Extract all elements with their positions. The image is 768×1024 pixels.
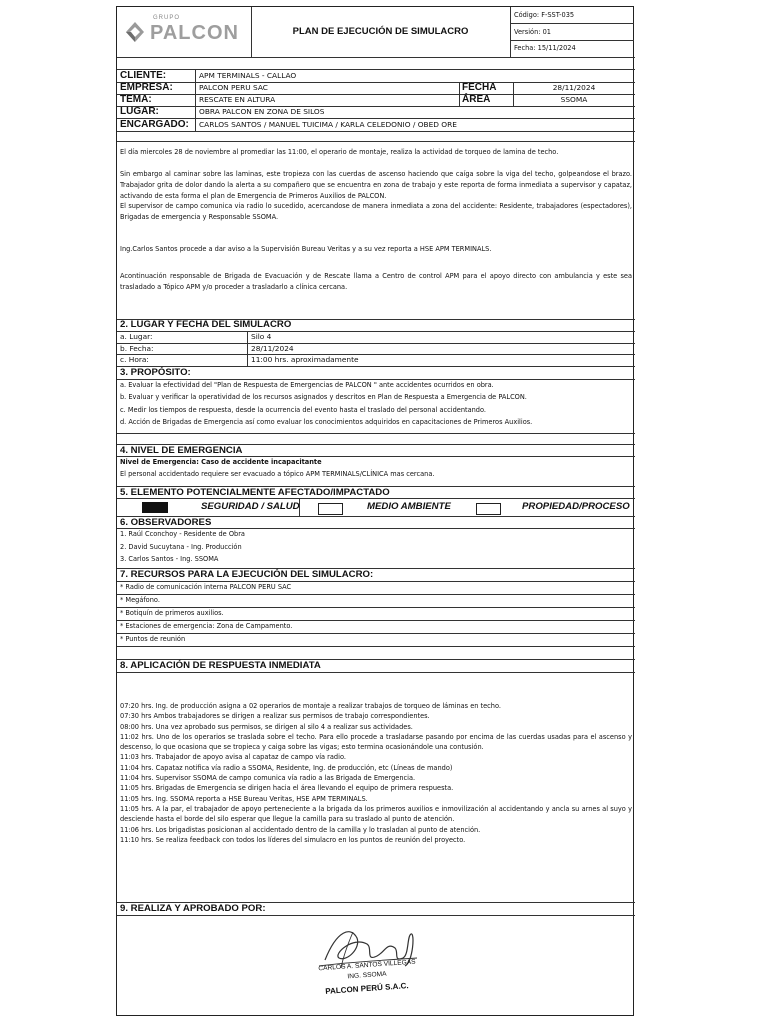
observer-item: 3. Carlos Santos - Ing. SSOMA [120,555,219,563]
section-2-lugar-label: a. Lugar: [120,332,153,341]
empresa-label: EMPRESA: [120,82,173,93]
section-2-lugar-value: Silo 4 [251,332,272,341]
logo-wordmark: PALCON [150,22,239,44]
section-2-title: 2. LUGAR Y FECHA DEL SIMULACRO [120,319,292,330]
emergency-description: El personal accidentado requiere ser evacuado a tópico APM TERMINALS/CLÍNICA mas cercana. [120,470,435,478]
document-version: Versión: 01 [514,28,551,36]
narrative-paragraph-3: Ing.Carlos Santos procede a dar aviso a la Supervisión Bureau Veritas y a su vez reporta a HSE APM TERMINALS. [120,245,492,253]
timeline-line: 11:02 hrs. Uno de los operarios se traslada sobre el techo. Para ello procede a trasladarse pasando por encima de las cuerdas usadas para el ascenso y descenso, lo que ocasiona que se tropieca y caiga sobre las vigas; esto termina ocasionándole una contusión. [120,732,632,752]
lugar-value: OBRA PALCON EN ZONA DE SILOS [199,107,325,116]
timeline-line: 07:30 hrs Ambos trabajadores se dirigen a realizar sus permisos de trabajo correspondientes. [120,712,430,721]
section-2-hora-value: 11:00 hrs. aproximadamente [251,355,359,364]
signature-stamp [297,922,437,1002]
option-medio-ambiente-label: MEDIO AMBIENTE [367,501,451,512]
resource-item: * Botiquín de primeros auxilios. [120,609,224,617]
stamp-role: ING. SSOMA [347,970,387,981]
timeline-line: 07:20 hrs. Ing. de producción asigna a 02 operarios de montaje a realizar trabajos de torqueo de láminas en techo. [120,702,501,710]
cliente-label: CLIENTE: [120,70,167,81]
section-2-fecha-label: b. Fecha: [120,344,154,353]
company-logo [123,15,239,49]
document-date: Fecha: 15/11/2024 [514,44,576,52]
timeline-line: 11:03 hrs. Trabajador de apoyo avisa al capataz de campo vía radio. [120,753,346,762]
narrative-paragraph-1: El día miercoles 28 de noviembre al promediar las 11:00, el operario de montaje, realiza la actividad de torqueo de lamina de techo. [120,148,559,156]
lugar-label: LUGAR: [120,106,159,117]
area-label: ÁREA [462,94,491,105]
timeline-line: 11:06 hrs. Los brigadistas posicionan al accidentado dentro de la camilla y lo trasladan al punto de atención. [120,825,481,834]
purpose-item: b. Evaluar y verificar la operatividad de los recursos asignados y descritos en Plan de Respuesta a Emergencia de PALCON. [120,393,527,401]
area-value: SSOMA [560,95,588,104]
fecha-value: 28/11/2024 [552,83,596,92]
option-seguridad-label: SEGURIDAD / SALUD [201,501,300,512]
section-4-title: 4. NIVEL DE EMERGENCIA [120,445,243,456]
narrative-paragraph-2: Sin embargo al caminar sobre las laminas, este tropieza con las cuerdas de ascenso haciendo que caíga sobre la viga del techo, golpeandose el brazo. Trabajador grita de dolor dando la alerta a su compañero que se encuentra en zona de trabajo y este reporta de forma inmediata a supervisor y capataz, activando de esta forma el plan de Emergencia de Primeros Auxilios de PALCON. El supervisor de campo comunica via radio lo sucedido, acercandose de manera inmediata a zona del accidente: Residente, trabajadores (espectadores), Brigadas de emergencia y Responsable SSOMA. [120,170,632,222]
stamp-name: CARLOS A. SANTOS VILLEGAS [318,958,416,973]
cliente-value: APM TERMINALS - CALLAO [199,71,297,80]
observer-item: 2. David Sucuytana - Ing. Producción [120,543,242,551]
document-title: PLAN DE EJECUCIÓN DE SIMULACRO [292,26,469,37]
section-3-title: 3. PROPÓSITO: [120,367,191,378]
timeline-line: 08:00 hrs. Una vez aprobado sus permisos, se dirigen al silo 4 a realizar sus actividades. [120,722,413,731]
encargado-value: CARLOS SANTOS / MANUEL TUICIMA / KARLA CELEDONIO / OBED ORE [199,120,457,129]
document-code: Código: F-SST-035 [514,11,575,19]
resource-item: * Megáfono. [120,596,160,604]
section-9-title: 9. REALIZA Y APROBADO POR: [120,903,266,914]
palcon-logo-icon [123,19,147,45]
section-2-hora-label: c. Hora: [120,355,149,364]
resource-item: * Radio de comunicación interna PALCON PERU SAC [120,583,292,591]
resource-item: * Puntos de reunión [120,635,186,643]
section-6-title: 6. OBSERVADORES [120,517,212,528]
purpose-item: c. Medir los tiempos de respuesta, desde la ocurrencia del evento hasta el traslado del personal accidentando. [120,406,487,414]
timeline-line: 11:05 hrs. Brigadas de Emergencia se dirigen hacia el área llevando el equipo de primera respuesta. [120,784,454,793]
section-2-fecha-value: 28/11/2024 [251,344,294,353]
emergency-level: Nivel de Emergencia: Caso de accidente incapacitante [120,458,322,466]
observer-item: 1. Raúl Cconchoy - Residente de Obra [120,530,245,538]
checkbox-propiedad-proceso[interactable] [476,503,501,515]
timeline-line: 11:04 hrs. Supervisor SSOMA de campo comunica vía radio a las Brigada de Emergencia. [120,774,416,783]
narrative-paragraph-4: Acontinuación responsable de Brigada de Evacuación y de Rescate llama a Centro de control APM para el apoyo directo con ambulancia y este sea trasladado a Tópico APM y/o proceder a trasladarlo a clínica cercana. [120,272,632,291]
purpose-item: a. Evaluar la efectividad del "Plan de Respuesta de Emergencias de PALCON " ante accidentes ocurridos en obra. [120,381,494,389]
fecha-label: FECHA [462,82,497,93]
section-8-title: 8. APLICACIÓN DE RESPUESTA INMEDIATA [120,660,321,671]
section-7-title: 7. RECURSOS PARA LA EJECUCIÓN DEL SIMULACRO: [120,569,374,580]
response-timeline [120,701,632,845]
checkbox-seguridad[interactable] [142,502,168,513]
section-5-title: 5. ELEMENTO POTENCIALMENTE AFECTADO/IMPACTADO [120,487,390,498]
document-sheet [116,6,634,1016]
resource-item: * Estaciones de emergencia: Zona de Campamento. [120,622,293,630]
purpose-item: d. Acción de Brigadas de Emergencia así como evaluar los conocimientos adquiridos en capacitaciones de Primeros Auxilios. [120,418,533,426]
checkbox-medio-ambiente[interactable] [318,503,343,515]
encargado-label: ENCARGADO: [120,119,189,130]
timeline-line: 11:04 hrs. Capataz notifica vía radio a SSOMA, Residente, Ing. de producción, etc (Líneas de mando) [120,763,453,772]
tema-label: TEMA: [120,94,152,105]
stamp-company: PALCON PERÚ S.A.C. [325,981,409,996]
logo-small-text: GRUPO [153,15,181,21]
option-propiedad-label: PROPIEDAD/PROCESO [522,501,630,512]
timeline-line: 11:10 hrs. Se realiza feedback con todos los líderes del simulacro en los puntos de reunión del proyecto. [120,835,466,844]
timeline-line: 11:05 hrs. A la par, el trabajador de apoyo perteneciente a la brigada da los primeros auxilios e inmovilización al accidentando y ancla su arnes al suyo y desciende hasta el borde del silo esperar que llegue la camilla para su traslado al punto de atención. [120,804,632,824]
empresa-value: PALCON PERU SAC [199,83,268,92]
tema-value: RESCATE EN ALTURA [199,95,276,104]
timeline-line: 11:05 hrs. Ing. SSOMA reporta a HSE Bureau Veritas, HSE APM TERMINALS. [120,794,368,803]
